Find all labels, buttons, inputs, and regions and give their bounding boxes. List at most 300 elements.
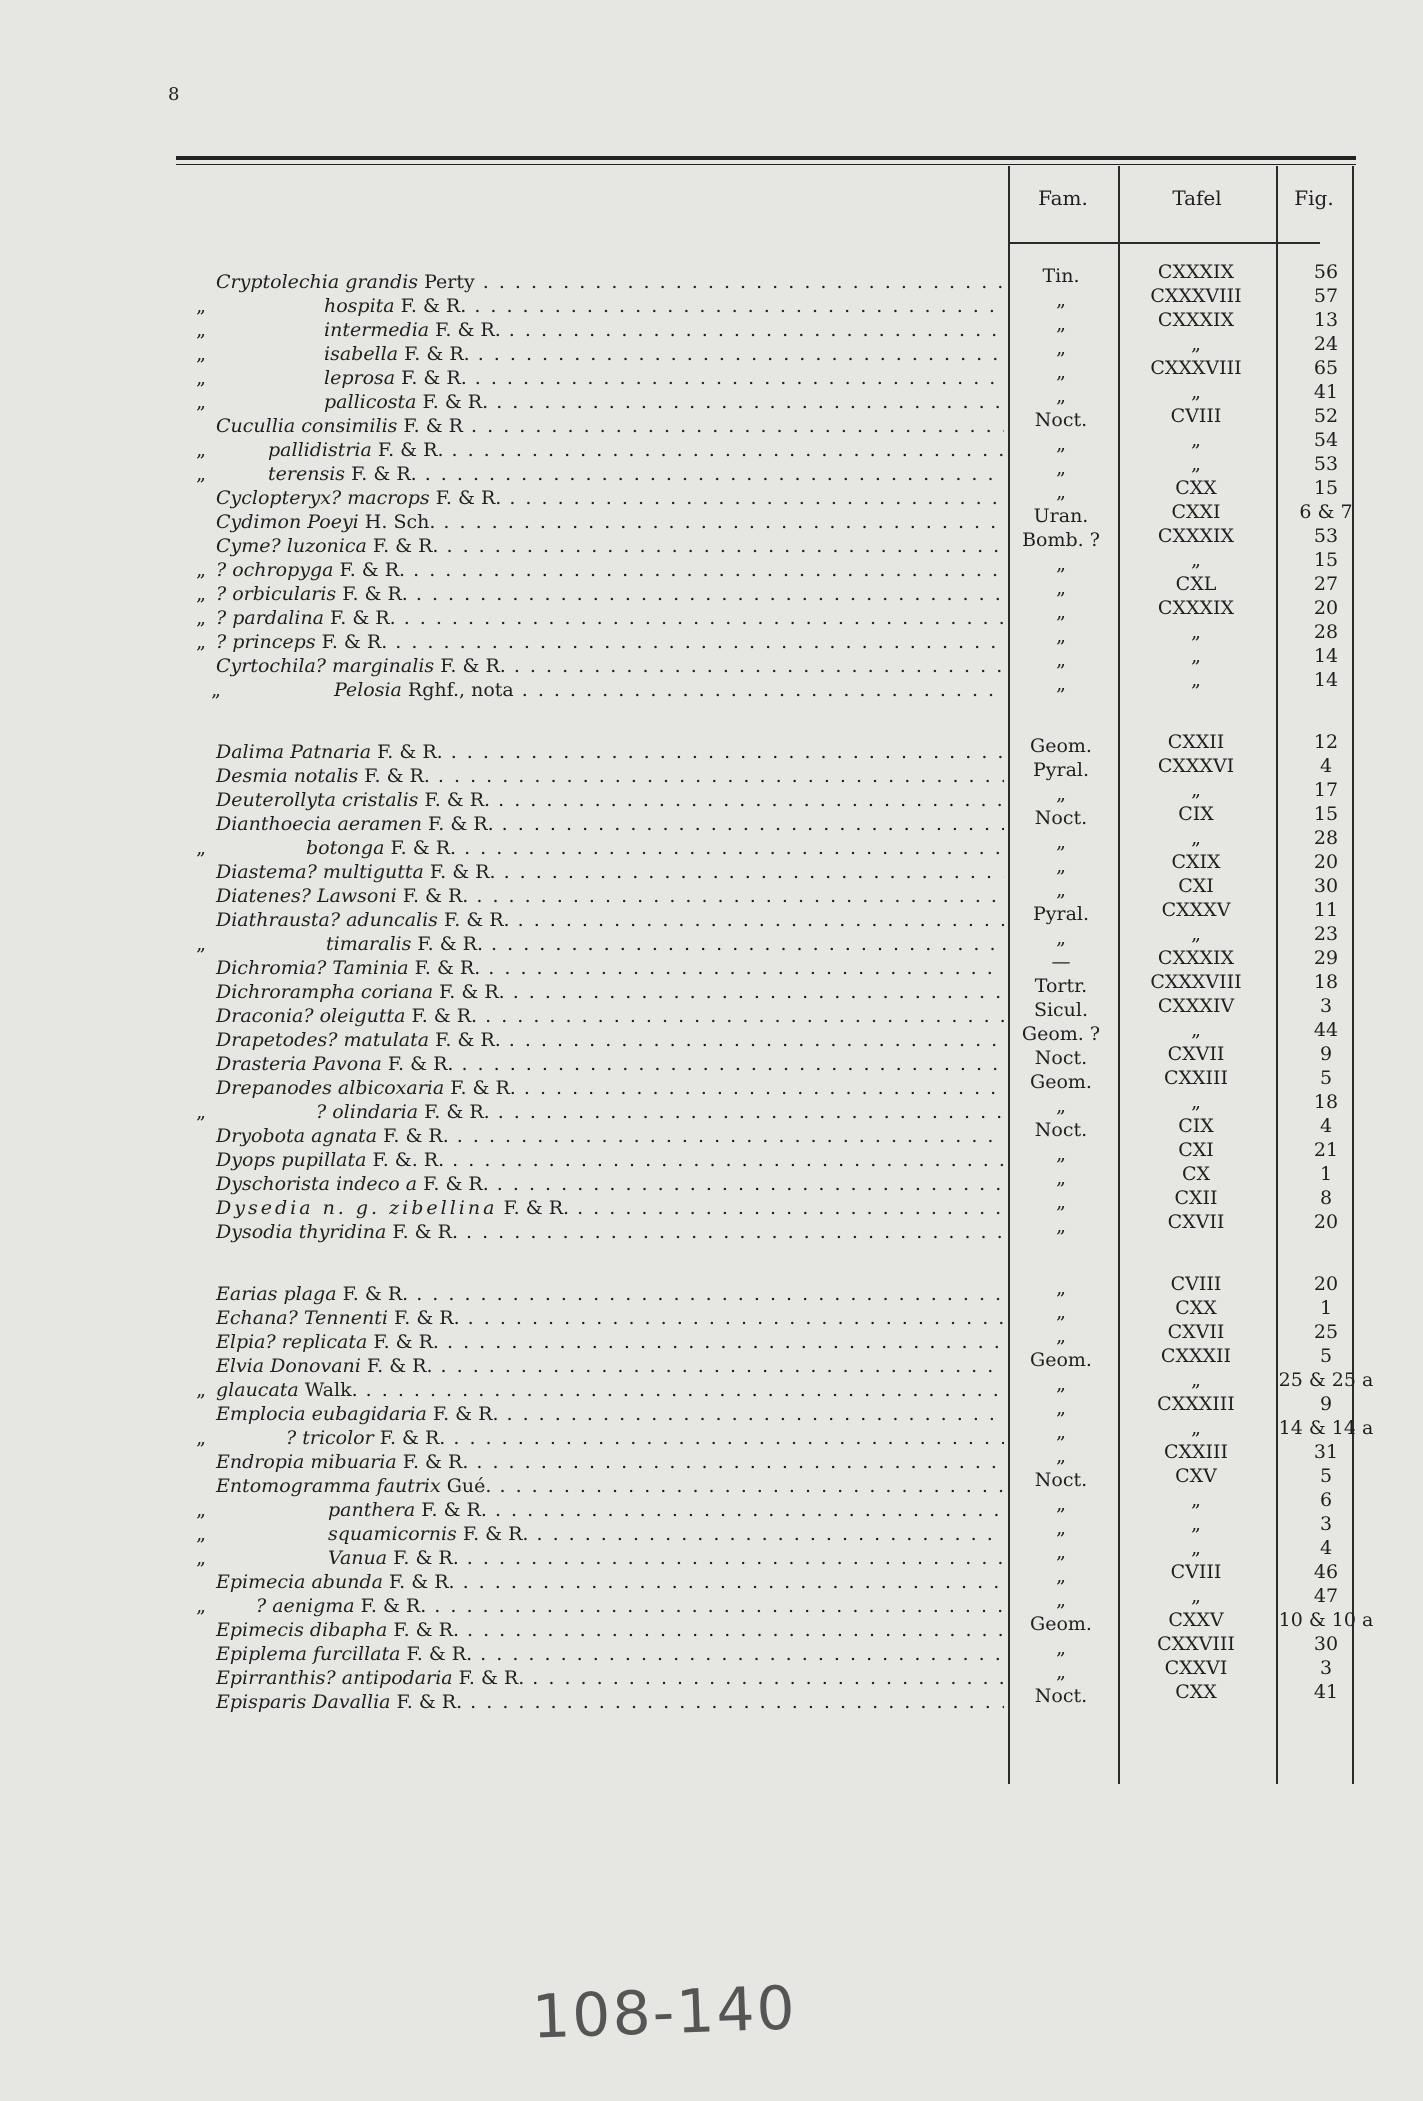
author-name: F. & R. — [371, 741, 443, 763]
ditto-mark: „ — [196, 1499, 206, 1521]
author-name: F. & R. — [386, 1221, 458, 1243]
fam-cell: Noct. — [1034, 1047, 1088, 1069]
tafel-cell: CXXXIX — [1157, 947, 1235, 969]
author-name: F. & R. — [434, 655, 506, 677]
index-entry — [186, 980, 1004, 1005]
index-entry — [186, 294, 1004, 319]
fam-cell: „ — [1056, 481, 1066, 503]
author-name: F. & R. — [390, 1691, 463, 1713]
genus-name: Epimecia abunda — [216, 1571, 383, 1593]
genus-name: Earias plaga — [216, 1283, 337, 1305]
genus-name: Cyrtochila? marginalis — [216, 655, 435, 677]
genus-name: Echana? Tennenti — [216, 1307, 388, 1329]
author-name: F. & R. — [345, 463, 417, 485]
index-entry — [186, 836, 1004, 861]
species-name: panthera — [328, 1499, 416, 1521]
index-entry — [186, 1426, 1004, 1451]
tafel-cell: CXXIII — [1163, 1067, 1229, 1089]
species-name: ? aenigma — [256, 1595, 355, 1617]
fam-cell: „ — [1056, 1565, 1066, 1587]
fam-cell: „ — [1056, 673, 1066, 695]
tafel-cell: „ — [1191, 669, 1201, 691]
fig-cell: 1 — [1319, 1297, 1333, 1319]
fam-cell: „ — [1056, 577, 1066, 599]
genus-name: Cydimon Poeyi — [216, 511, 359, 533]
tafel-cell: „ — [1191, 1369, 1201, 1391]
author-name: F. & R. — [497, 1197, 570, 1219]
author-name: F. & R. — [381, 1053, 454, 1075]
tafel-cell: „ — [1191, 1019, 1201, 1041]
fig-cell: 8 — [1319, 1187, 1333, 1209]
fig-cell: 4 — [1319, 1115, 1333, 1137]
tafel-cell: CXX — [1175, 1297, 1217, 1319]
tafel-cell: CXVII — [1167, 1211, 1225, 1233]
index-entry — [186, 1052, 1004, 1077]
fig-cell: 18 — [1313, 971, 1339, 993]
ditto-mark: „ — [196, 391, 206, 413]
fam-cell: „ — [1056, 649, 1066, 671]
fig-cell: 15 — [1313, 477, 1339, 499]
fam-cell: Pyral. — [1032, 903, 1090, 925]
index-entry — [186, 1354, 1004, 1379]
index-entry — [186, 1642, 1004, 1667]
fig-cell: 3 — [1319, 1513, 1333, 1535]
index-entry — [186, 1172, 1004, 1197]
tafel-cell: CXL — [1175, 573, 1217, 595]
index-entry — [186, 1378, 1004, 1403]
index-entry — [186, 438, 1004, 463]
tafel-cell: CXII — [1174, 1187, 1218, 1209]
author-name: F. & R — [397, 415, 463, 437]
author-name: F. & R. — [429, 1029, 501, 1051]
index-entry — [186, 558, 1004, 583]
genus-name: Cryptolechia grandis — [216, 271, 419, 293]
author-name: Walk. — [298, 1379, 358, 1401]
index-entry — [186, 1690, 1004, 1715]
genus-name: Endropia mibuaria — [216, 1451, 397, 1473]
header-fig: Fig. — [1294, 186, 1334, 210]
tafel-cell: CXX — [1175, 477, 1217, 499]
index-entry — [186, 1570, 1004, 1595]
author-name: F. & R. — [333, 559, 406, 581]
fam-cell: „ — [1056, 1325, 1066, 1347]
tafel-cell: CXXXIX — [1157, 261, 1235, 283]
fig-cell: 20 — [1313, 1273, 1339, 1295]
fam-cell: „ — [1056, 433, 1066, 455]
fig-cell: 46 — [1313, 1561, 1339, 1583]
author-name: F. & R. — [396, 885, 469, 907]
index-entry — [186, 1124, 1004, 1149]
ditto-mark: „ — [196, 439, 206, 461]
tafel-cell: CXXVIII — [1157, 1633, 1235, 1655]
tafel-cell: CIX — [1178, 803, 1214, 825]
fam-cell: Pyral. — [1032, 759, 1090, 781]
species-name: isabella — [324, 343, 399, 365]
index-entry — [186, 486, 1004, 511]
fam-cell: „ — [1056, 1541, 1066, 1563]
author-name: Rghf., nota — [401, 679, 514, 701]
author-name: F. & R. — [411, 933, 484, 955]
index-entry — [186, 1618, 1004, 1643]
fam-cell: „ — [1056, 457, 1066, 479]
fam-cell: Geom. — [1030, 1071, 1092, 1093]
tafel-cell: „ — [1191, 1417, 1201, 1439]
index-entry — [186, 788, 1004, 813]
header-rule — [1008, 242, 1320, 244]
index-entry — [186, 932, 1004, 957]
header-tafel: Tafel — [1172, 186, 1222, 210]
fig-cell: 6 & 7 — [1299, 501, 1353, 523]
fam-cell: Geom. — [1030, 735, 1092, 757]
tafel-cell: CXXIII — [1163, 1441, 1229, 1463]
fam-cell: — — [1051, 951, 1071, 973]
genus-name: Cyme? luzonica — [216, 535, 367, 557]
tafel-cell: CXXXIX — [1157, 309, 1235, 331]
tafel-cell: CXXXII — [1160, 1345, 1232, 1367]
fig-cell: 20 — [1313, 1211, 1339, 1233]
species-name: squamicornis — [328, 1523, 457, 1545]
fam-cell: Geom. — [1030, 1613, 1092, 1635]
genus-name: Dyschorista indeco a — [216, 1173, 418, 1195]
species-name: ? princeps — [216, 631, 316, 653]
author-name: F. & R. — [377, 1125, 449, 1147]
handwritten-archival-note: 108-140 — [530, 1973, 798, 2053]
index-entry — [186, 1450, 1004, 1475]
ditto-mark: „ — [196, 343, 206, 365]
species-name: ? orbicularis — [216, 583, 337, 605]
index-entry — [186, 582, 1004, 607]
index-entry — [186, 1522, 1004, 1547]
tafel-cell: „ — [1191, 923, 1201, 945]
fig-cell: 25 — [1313, 1321, 1339, 1343]
index-table — [176, 156, 1374, 1788]
fig-cell: 13 — [1313, 309, 1339, 331]
tafel-cell: CIX — [1178, 1115, 1214, 1137]
fam-cell: „ — [1056, 1277, 1066, 1299]
species-name: hospita — [324, 295, 395, 317]
index-entry — [186, 462, 1004, 487]
fig-cell: 14 — [1313, 669, 1339, 691]
author-name: F. & R. — [456, 1523, 529, 1545]
tafel-cell: CXV — [1175, 1465, 1217, 1487]
fig-cell: 5 — [1319, 1067, 1333, 1089]
fig-cell: 29 — [1313, 947, 1339, 969]
species-name: Pelosia — [334, 679, 402, 701]
tafel-cell: „ — [1191, 827, 1201, 849]
author-name: F. & R. — [415, 1499, 487, 1521]
author-name: F. & R. — [418, 789, 491, 811]
ditto-mark: „ — [196, 463, 206, 485]
fig-cell: 20 — [1313, 851, 1339, 873]
species-name: Vanua — [328, 1547, 388, 1569]
fig-cell: 14 & 14 a — [1278, 1417, 1374, 1439]
ditto-mark: „ — [196, 837, 206, 859]
species-name: pallidistria — [268, 439, 372, 461]
index-entry — [186, 1148, 1004, 1173]
fam-cell: „ — [1056, 625, 1066, 647]
fam-cell: Geom. — [1030, 1349, 1092, 1371]
tafel-cell: „ — [1191, 381, 1201, 403]
tafel-cell: CXXXIV — [1157, 995, 1235, 1017]
genus-name: Deuterollyta cristalis — [216, 789, 419, 811]
tafel-cell: CXVII — [1167, 1043, 1225, 1065]
author-name: H. Sch. — [358, 511, 436, 533]
author-name: F. & R. — [382, 1571, 455, 1593]
genus-name: Drasteria Pavona — [216, 1053, 382, 1075]
genus-name: Epimecis dibapha — [216, 1619, 388, 1641]
author-name: F. & R. — [429, 487, 502, 509]
author-name: F. & R. — [433, 981, 505, 1003]
fig-cell: 15 — [1313, 549, 1339, 571]
genus-name: Episparis Davallia — [216, 1691, 391, 1713]
fig-cell: 53 — [1313, 525, 1339, 547]
ditto-mark: „ — [196, 1523, 206, 1545]
tafel-cell: CX — [1181, 1163, 1211, 1185]
tafel-cell: „ — [1191, 1537, 1201, 1559]
author-name: F. & R. — [408, 957, 481, 979]
genus-name: Elpia? replicata — [216, 1331, 368, 1353]
fig-cell: 14 — [1313, 645, 1339, 667]
index-entry — [186, 534, 1004, 559]
ditto-mark: „ — [196, 933, 206, 955]
fam-cell: „ — [1056, 1517, 1066, 1539]
author-name: F. & R. — [394, 295, 467, 317]
genus-name: Elvia Donovani — [216, 1355, 361, 1377]
tafel-cell: „ — [1191, 779, 1201, 801]
fam-cell: „ — [1056, 1445, 1066, 1467]
index-entry — [186, 678, 1004, 703]
fig-cell: 11 — [1313, 899, 1339, 921]
author-name: F. & R. — [358, 765, 430, 787]
index-entry — [186, 630, 1004, 655]
index-entry — [186, 884, 1004, 909]
fig-cell: 5 — [1319, 1345, 1333, 1367]
fig-cell: 31 — [1313, 1441, 1339, 1463]
species-name: ? tricolor — [286, 1427, 374, 1449]
index-entry — [186, 1498, 1004, 1523]
species-name: pallicosta — [324, 391, 417, 413]
index-entry — [186, 1546, 1004, 1571]
genus-name: Dryobota agnata — [216, 1125, 378, 1147]
genus-name: Dalima Patnaria — [216, 741, 372, 763]
fam-cell: „ — [1056, 1095, 1066, 1117]
index-entry — [186, 1220, 1004, 1245]
fig-cell: 56 — [1313, 261, 1339, 283]
fam-cell: Geom. ? — [1021, 1023, 1101, 1045]
tafel-cell: CVIII — [1170, 1561, 1222, 1583]
fig-cell: 65 — [1313, 357, 1339, 379]
genus-name: Dianthoecia aeramen — [216, 813, 422, 835]
index-entry — [186, 812, 1004, 837]
author-name: F. & R. — [366, 535, 439, 557]
fig-cell: 9 — [1319, 1393, 1333, 1415]
index-entry — [186, 1004, 1004, 1029]
tafel-cell: „ — [1191, 1091, 1201, 1113]
genus-name: Entomogramma fautrix — [216, 1475, 441, 1497]
fam-cell: „ — [1056, 1397, 1066, 1419]
species-name: ? ochropyga — [216, 559, 334, 581]
fig-cell: 25 & 25 a — [1278, 1369, 1374, 1391]
tafel-cell: CXXXIX — [1157, 597, 1235, 619]
fig-cell: 23 — [1313, 923, 1339, 945]
index-entry — [186, 860, 1004, 885]
fig-cell: 3 — [1319, 995, 1333, 1017]
ditto-mark: „ — [196, 1379, 206, 1401]
tafel-cell: CXXV — [1168, 1609, 1224, 1631]
tafel-cell: „ — [1191, 1513, 1201, 1535]
fam-cell: „ — [1056, 289, 1066, 311]
author-name: F. & R. — [429, 319, 501, 341]
species-name: leprosa — [324, 367, 396, 389]
author-name: Perty — [418, 271, 475, 293]
genus-name: Diatenes? Lawsoni — [216, 885, 397, 907]
author-name: F. & R. — [387, 1547, 459, 1569]
index-entry — [186, 1474, 1004, 1499]
genus-name: Diastema? multigutta — [216, 861, 424, 883]
author-name: F. & R. — [324, 607, 396, 629]
fam-cell: „ — [1056, 337, 1066, 359]
author-name: F. & R. — [437, 909, 510, 931]
author-name: F. & R. — [416, 391, 489, 413]
tafel-cell: CXXXV — [1161, 899, 1231, 921]
author-name: F. & R. — [405, 1005, 478, 1027]
index-entry — [186, 956, 1004, 981]
fam-cell: „ — [1056, 1191, 1066, 1213]
index-entry — [186, 1306, 1004, 1331]
author-name: F. & R. — [426, 1403, 499, 1425]
fig-cell: 18 — [1313, 1091, 1339, 1113]
author-name: F. & R. — [336, 1283, 409, 1305]
ditto-mark: „ — [196, 559, 206, 581]
species-name: timaralis — [326, 933, 412, 955]
tafel-cell: CXI — [1178, 1139, 1214, 1161]
fam-cell: „ — [1056, 1421, 1066, 1443]
genus-name: Desmia notalis — [216, 765, 359, 787]
author-name: F. & R. — [418, 1101, 490, 1123]
tafel-cell: „ — [1191, 333, 1201, 355]
tafel-cell: CXXXVI — [1157, 755, 1235, 777]
fam-cell: Tortr. — [1034, 975, 1088, 997]
tafel-cell: CXXVI — [1164, 1657, 1228, 1679]
genus-name: Dysedia n. g. zibellina — [216, 1197, 498, 1219]
genus-name: Emplocia eubagidaria — [216, 1403, 427, 1425]
author-name: F. & R. — [354, 1595, 427, 1617]
index-entry — [186, 1076, 1004, 1101]
index-entry — [186, 1402, 1004, 1427]
index-entry — [186, 1196, 1004, 1221]
fam-cell: „ — [1056, 1589, 1066, 1611]
index-entry — [186, 342, 1004, 367]
header-fam: Fam. — [1038, 186, 1088, 210]
tafel-cell: „ — [1191, 429, 1201, 451]
tafel-cell: CXVII — [1167, 1321, 1225, 1343]
genus-name: Diathrausta? aduncalis — [216, 909, 438, 931]
ditto-mark: „ — [196, 1595, 206, 1617]
genus-name: Draconia? oleigutta — [216, 1005, 406, 1027]
author-name: F. & R. — [384, 837, 457, 859]
fam-cell: Noct. — [1034, 1469, 1088, 1491]
author-name: F. & R. — [387, 1307, 460, 1329]
index-entry — [186, 390, 1004, 415]
fig-cell: 52 — [1313, 405, 1339, 427]
tafel-cell: CXXXIII — [1157, 1393, 1235, 1415]
index-entry — [186, 510, 1004, 535]
tafel-cell: CXI — [1178, 875, 1214, 897]
author-name: F. & R. — [398, 343, 470, 365]
fig-cell: 4 — [1319, 1537, 1333, 1559]
author-name: F. & R. — [423, 861, 496, 883]
fam-cell: „ — [1056, 927, 1066, 949]
index-entry — [186, 318, 1004, 343]
fig-cell: 44 — [1313, 1019, 1339, 1041]
fam-cell: Sicul. — [1033, 999, 1089, 1021]
fam-cell: „ — [1056, 1143, 1066, 1165]
fig-cell: 6 — [1319, 1489, 1333, 1511]
fig-cell: 30 — [1313, 1633, 1339, 1655]
tafel-cell: CVIII — [1170, 405, 1222, 427]
fam-cell: „ — [1056, 1167, 1066, 1189]
genus-name: Dysodia thyridina — [216, 1221, 387, 1243]
author-name: F. & R. — [395, 367, 467, 389]
fam-cell: „ — [1056, 831, 1066, 853]
tafel-cell: CXXI — [1171, 501, 1221, 523]
genus-name: Epirranthis? antipodaria — [216, 1667, 453, 1689]
author-name: F. & R. — [400, 1643, 473, 1665]
genus-name: Dyops pupillata — [216, 1149, 367, 1171]
ditto-mark: „ — [196, 295, 206, 317]
fig-cell: 24 — [1313, 333, 1339, 355]
species-name: glaucata — [216, 1379, 299, 1401]
author-name: Gué. — [440, 1475, 492, 1497]
species-name: ? olindaria — [316, 1101, 419, 1123]
tafel-cell: „ — [1191, 1585, 1201, 1607]
fam-cell: „ — [1056, 601, 1066, 623]
fam-cell: „ — [1056, 361, 1066, 383]
tafel-cell: „ — [1191, 1489, 1201, 1511]
fig-cell: 41 — [1313, 1681, 1339, 1703]
ditto-mark: „ — [196, 1427, 206, 1449]
author-name: F. & R. — [336, 583, 408, 605]
tafel-cell: „ — [1191, 453, 1201, 475]
author-name: F. & R. — [422, 813, 494, 835]
tafel-cell: CXXXVIII — [1150, 357, 1242, 379]
genus-name: Drepanodes albicoxaria — [216, 1077, 445, 1099]
fam-cell: Uran. — [1033, 505, 1089, 527]
fam-cell: „ — [1056, 313, 1066, 335]
ditto-mark: „ — [196, 367, 206, 389]
tafel-cell: „ — [1191, 645, 1201, 667]
index-entry — [186, 270, 1004, 295]
genus-name: Dichrorampha coriana — [216, 981, 434, 1003]
fig-cell: 30 — [1313, 875, 1339, 897]
genus-name: Epiplema furcillata — [216, 1643, 401, 1665]
index-entry — [186, 1028, 1004, 1053]
author-name: F. & R. — [373, 1427, 446, 1449]
page-number: 8 — [168, 84, 180, 105]
fig-cell: 47 — [1313, 1585, 1339, 1607]
fam-cell: „ — [1056, 385, 1066, 407]
tafel-cell: CXX — [1175, 1681, 1217, 1703]
fam-cell: „ — [1056, 783, 1066, 805]
index-entry — [186, 1330, 1004, 1355]
fig-cell: 15 — [1313, 803, 1339, 825]
tafel-cell: CXXXVIII — [1150, 285, 1242, 307]
ditto-mark: „ — [196, 1547, 206, 1569]
tafel-cell: CXXXIX — [1157, 525, 1235, 547]
tafel-cell: „ — [1191, 549, 1201, 571]
genus-name: Cucullia consimilis — [216, 415, 398, 437]
ditto-mark: „ — [211, 679, 221, 701]
